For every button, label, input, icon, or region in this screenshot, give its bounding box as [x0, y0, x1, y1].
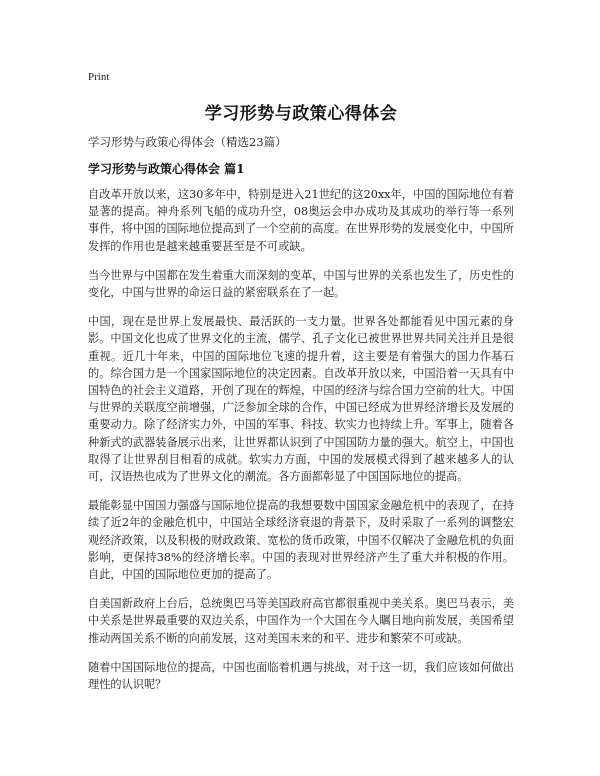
page-title: 学习形势与政策心得体会: [204, 104, 398, 124]
paragraph: 自美国新政府上台后，总统奥巴马等美国政府高官都很重视中美关系。奥巴马表示，美中关系是世界最重要的双边关系，中国作为一个大国在今人瞩目地向前发展，美国希望推动两国关系不断的向前发展，这对美国未来的和平、进步和繁荣不可或缺。: [88, 597, 514, 645]
paragraph: 随着中国国际地位的提高，中国也面临着机遇与挑战，对于这一切，我们应该如何做出理性的认识呢？: [88, 660, 514, 692]
body-text: [88, 186, 514, 705]
paragraph: 最能彰显中国国力强盛与国际地位提高的我想要数中国国家金融危机中的表现了，在持续了近2年的金融危机中，中国站全球经济衰退的背景下，及时采取了一系列的调整宏观经济政策，以及积极的财政政策、宽松的货币政策，中国不仅解决了金融危机的负面影响，更保持38%的经济增长率。中国的表现对世界经济产生了重大并积极的作用。自此，中国的国际地位更加的提高了。: [88, 499, 514, 582]
paragraph: 当今世界与中国都在发生着重大而深刻的变革，中国与世界的关系也发生了，历史性的变化，中国与世界的命运日益的紧密联系在了一起。: [88, 268, 514, 300]
section-heading: 学习形势与政策心得体会 篇1: [88, 162, 245, 176]
page-subtitle: 学习形势与政策心得体会（精选23篇）: [88, 135, 287, 149]
paragraph: 中国，现在是世界上发展最快、最活跃的一支力量。世界各处都能看见中国元素的身影。中国文化也成了世界文化的主流，儒学、孔子文化已被世界世界共同关注并且是很重视。近几十年来，中国的国际地位飞速的提升着，这主要是有着强大的国力作基石的。综合国力是一个国家国际地位的决定因素。自改革开放以来，中国沿着一天具有中国特色的社会主义道路，开创了现在的辉煌，中国的经济与综合国力空前的壮大。中国与世界的关联度空前增强，广泛参加全球的合作，中国已经成为世界经济增长及发展的重要动力。除了经济实力外，中国的军事、科技、软实力也持续上升。军事上，随着各种新式的武器装备展示出来，让世界都认识到了中国国防力量的强大。航空上，中国也取得了让世界刮目相看的成就。软实力方面，中国的发展模式得到了越来越多人的认可，汉语热也成为了世界文化的潮流。各方面都彰显了中国国际地位的提高。: [88, 315, 514, 484]
paragraph: 自改革开放以来，这30多年中，特别是进入21世纪的这20xx年，中国的国际地位有着显著的提高。神舟系列飞船的成功升空，08奥运会申办成功及其成功的举行等一系列事件，将中国的国际地位提高到了一个空前的高度。在世界形势的发展变化中，中国所发挥的作用也是越来越重要甚至是不可或缺。: [88, 188, 514, 253]
print-label: Print: [88, 71, 110, 83]
